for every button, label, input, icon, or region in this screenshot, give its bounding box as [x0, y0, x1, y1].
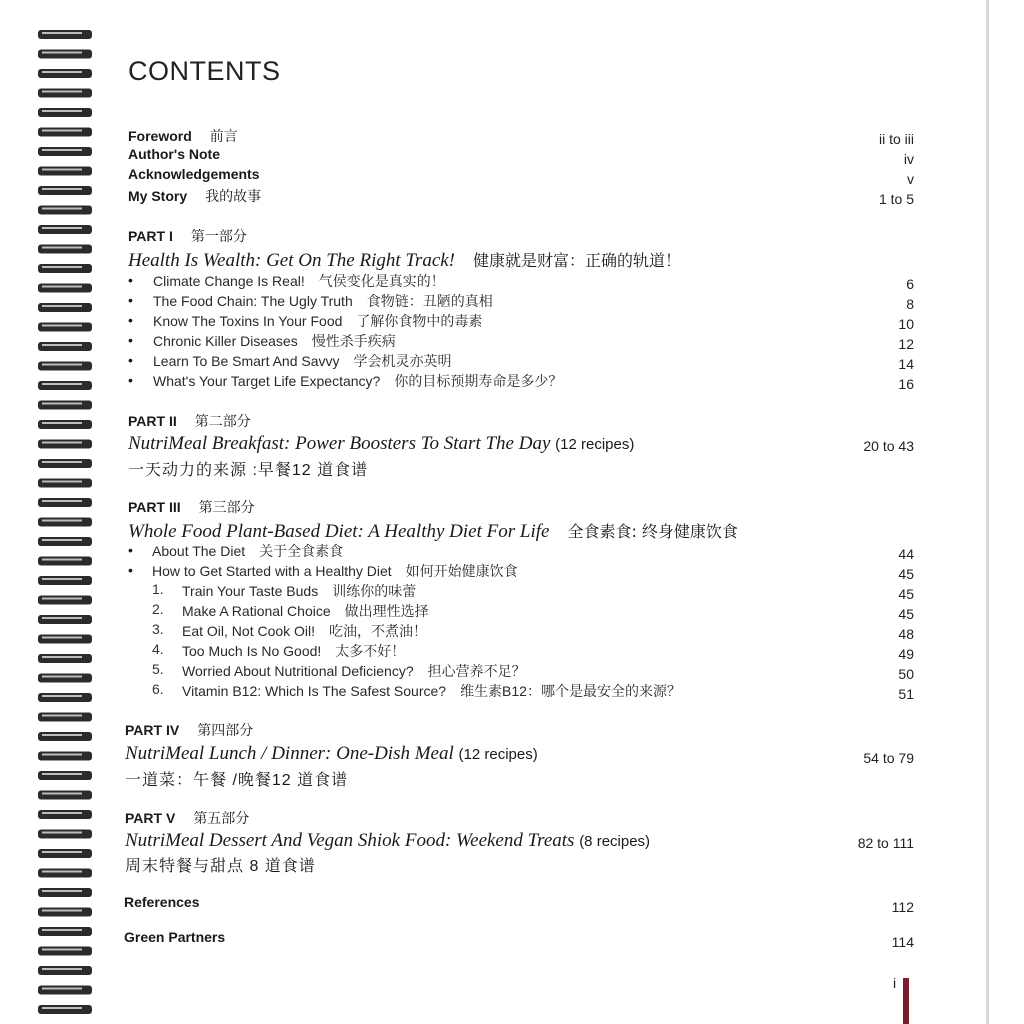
section-subtitle-cn: 一道菜：午餐 /晚餐12 道食谱	[125, 772, 349, 789]
spiral-coil	[38, 927, 92, 936]
spiral-coil-highlight	[42, 91, 82, 93]
section-title-en: NutriMeal Breakfast: Power Boosters To Start The Day	[128, 433, 551, 454]
item-en: Climate Change Is Real!	[153, 273, 305, 289]
spiral-coil	[38, 674, 92, 683]
entry-label: Acknowledgements	[128, 166, 260, 182]
spiral-coil-highlight	[42, 929, 82, 931]
entry-label: Foreword	[128, 128, 192, 144]
spiral-coil-highlight	[42, 773, 82, 775]
item-number: 1.	[152, 581, 164, 597]
spiral-coil-highlight	[42, 871, 82, 873]
spiral-coil-highlight	[42, 266, 82, 268]
spiral-coil	[38, 479, 92, 488]
page-ref: 16	[898, 376, 914, 392]
toc-item[interactable]	[153, 331, 396, 351]
spiral-coil	[38, 342, 92, 351]
spiral-coil	[38, 89, 92, 98]
spiral-coil	[38, 537, 92, 546]
spiral-coil	[38, 30, 92, 39]
item-cn: 如何开始健康饮食	[405, 563, 518, 579]
spiral-coil	[38, 713, 92, 722]
bookmark-ribbon	[903, 978, 909, 1024]
spiral-coil	[38, 596, 92, 605]
spiral-coil	[38, 947, 92, 956]
item-number: 6.	[152, 681, 164, 697]
toc-item[interactable]	[152, 541, 343, 561]
spiral-coil	[38, 128, 92, 137]
bullet: •	[128, 562, 133, 578]
spiral-coil	[38, 206, 92, 215]
page-ref: 51	[898, 686, 914, 702]
spiral-coil-highlight	[42, 208, 82, 210]
item-cn: 慢性杀手疾病	[311, 333, 396, 349]
page-ref: 82 to 111	[857, 835, 914, 851]
spiral-coil-highlight	[42, 520, 82, 522]
spiral-coil	[38, 186, 92, 195]
item-en: How to Get Started with a Healthy Diet	[152, 563, 392, 579]
page-ref: 6	[906, 276, 914, 292]
spiral-coil	[38, 1005, 92, 1014]
spiral-coil-highlight	[42, 461, 82, 463]
spiral-coil	[38, 225, 92, 234]
section-title-cn: 健康就是财富：正确的轨道！	[473, 251, 682, 270]
item-cn: 你的目标预期寿命是多少？	[394, 373, 563, 389]
item-cn: 维生素B12：哪个是最安全的来源？	[460, 683, 681, 699]
spiral-coil	[38, 888, 92, 897]
toc-entry-references[interactable]	[124, 894, 200, 910]
item-en: Chronic Killer Diseases	[153, 333, 298, 349]
page-ref: 54 to 79	[863, 750, 914, 766]
spiral-coil-highlight	[42, 734, 82, 736]
part-label: PART I	[128, 228, 173, 244]
entry-label-cn: 我的故事	[205, 188, 262, 204]
recipe-count: (12 recipes)	[458, 746, 538, 763]
item-cn: 做出理性选择	[344, 603, 429, 619]
bullet: •	[128, 312, 133, 328]
page-ref: 45	[898, 586, 914, 602]
spiral-coil-highlight	[42, 988, 82, 990]
item-cn: 食物链：丑陋的真相	[366, 293, 493, 309]
spiral-coil-highlight	[42, 169, 82, 171]
part-label-cn: 第一部分	[190, 228, 247, 244]
spiral-coil	[38, 791, 92, 800]
spiral-coil-highlight	[42, 344, 82, 346]
spiral-coil-highlight	[42, 676, 82, 678]
spiral-coil-highlight	[42, 32, 82, 34]
toc-subitem[interactable]	[182, 661, 526, 681]
spiral-coil	[38, 108, 92, 117]
spiral-coil	[38, 264, 92, 273]
section-title-en: Whole Food Plant-Based Diet: A Healthy Diet For Life	[128, 521, 550, 542]
spiral-coil-highlight	[42, 812, 82, 814]
item-number: 4.	[152, 641, 164, 657]
toc-item[interactable]	[153, 371, 562, 391]
spiral-coil-highlight	[42, 422, 82, 424]
page-ref: 10	[898, 316, 914, 332]
part-heading	[125, 720, 253, 740]
item-cn: 学会机灵亦英明	[353, 353, 452, 369]
toc-entry-acknowledgements[interactable]	[128, 166, 259, 182]
part-heading	[125, 808, 249, 828]
spiral-coil-highlight	[42, 403, 82, 405]
page-ref: 48	[898, 626, 914, 642]
toc-subitem[interactable]	[182, 621, 427, 641]
page-ref: ii to iii	[878, 131, 914, 147]
spiral-coil-highlight	[42, 539, 82, 541]
spiral-coil-highlight	[42, 598, 82, 600]
bullet: •	[128, 352, 133, 368]
item-cn: 了解你食物中的毒素	[356, 313, 483, 329]
item-cn: 关于全食素食	[259, 543, 344, 559]
spiral-coil	[38, 576, 92, 585]
entry-label: My Story	[128, 188, 188, 204]
page-ref: 45	[898, 566, 914, 582]
spiral-coil-highlight	[42, 71, 82, 73]
bullet: •	[128, 542, 133, 558]
toc-entry-foreword[interactable]	[128, 126, 238, 146]
spiral-coil-highlight	[42, 500, 82, 502]
section-title[interactable]	[125, 830, 650, 852]
part-label-cn: 第四部分	[197, 722, 254, 738]
bullet: •	[128, 332, 133, 348]
spiral-coil-highlight	[42, 754, 82, 756]
page-ref: 14	[898, 356, 914, 372]
entry-label: References	[124, 894, 200, 910]
part-heading	[128, 497, 255, 517]
page-edge	[986, 0, 989, 1024]
item-number: 5.	[152, 661, 164, 677]
spiral-coil	[38, 381, 92, 390]
page-ref: 45	[898, 606, 914, 622]
spiral-coil	[38, 50, 92, 59]
spiral-coil-highlight	[42, 968, 82, 970]
page-ref: iv	[903, 151, 914, 167]
page-ref: 1 to 5	[878, 191, 914, 207]
spiral-coil	[38, 635, 92, 644]
page-ref: 12	[898, 336, 914, 352]
section-title-en: Health Is Wealth: Get On The Right Track!	[128, 250, 456, 271]
bullet: •	[128, 372, 133, 388]
section-title-cn: 全食素食: 终身健康饮食	[567, 522, 738, 541]
spiral-coil-highlight	[42, 481, 82, 483]
item-en: Vitamin B12: Which Is The Safest Source?	[182, 683, 447, 699]
toc-item[interactable]	[152, 561, 518, 581]
bullet: •	[128, 272, 133, 288]
spiral-coil-highlight	[42, 286, 82, 288]
spiral-coil	[38, 518, 92, 527]
spiral-coil-highlight	[42, 149, 82, 151]
spiral-coil-highlight	[42, 1007, 82, 1009]
recipe-count: (8 recipes)	[579, 833, 651, 850]
page-ref: 114	[891, 934, 914, 950]
item-en: Know The Toxins In Your Food	[153, 313, 343, 329]
spiral-coil	[38, 615, 92, 624]
toc-subitem[interactable]	[182, 601, 429, 621]
spiral-coil-highlight	[42, 695, 82, 697]
spiral-binding	[36, 0, 96, 1024]
spiral-coil	[38, 654, 92, 663]
spiral-coil	[38, 693, 92, 702]
spiral-coil	[38, 849, 92, 858]
spiral-coil	[38, 498, 92, 507]
bullet: •	[128, 292, 133, 308]
toc-item[interactable]	[153, 311, 482, 331]
page-title: CONTENTS	[128, 56, 281, 86]
item-cn: 吃油，不煮油！	[329, 623, 428, 639]
spiral-coil-highlight	[42, 890, 82, 892]
spiral-coil	[38, 908, 92, 917]
spiral-coil	[38, 362, 92, 371]
item-en: Too Much Is No Good!	[182, 643, 322, 659]
item-en: Train Your Taste Buds	[182, 583, 319, 599]
spiral-coil-highlight	[42, 247, 82, 249]
spiral-coil-highlight	[42, 910, 82, 912]
spiral-coil	[38, 771, 92, 780]
spiral-coil	[38, 69, 92, 78]
item-en: Eat Oil, Not Cook Oil!	[182, 623, 316, 639]
spiral-coil	[38, 167, 92, 176]
item-cn: 太多不好！	[335, 643, 406, 659]
spiral-coil-highlight	[42, 305, 82, 307]
item-number: 2.	[152, 601, 164, 617]
spiral-coil-highlight	[42, 832, 82, 834]
spiral-coil	[38, 557, 92, 566]
spiral-coil	[38, 752, 92, 761]
spiral-coil	[38, 830, 92, 839]
page-ref: 112	[891, 899, 914, 915]
toc-entry-my-story[interactable]	[128, 186, 261, 206]
section-title-en: NutriMeal Lunch / Dinner: One-Dish Meal	[125, 743, 454, 764]
spiral-coil-highlight	[42, 559, 82, 561]
part-label-cn: 第五部分	[193, 810, 250, 826]
spiral-coil-highlight	[42, 227, 82, 229]
spiral-coil	[38, 323, 92, 332]
spiral-coil	[38, 245, 92, 254]
item-en: Worried About Nutritional Deficiency?	[182, 663, 414, 679]
spiral-coil	[38, 810, 92, 819]
page-number: i	[893, 975, 897, 991]
spiral-coil	[38, 986, 92, 995]
section-title[interactable]	[128, 519, 738, 543]
item-en: About The Diet	[152, 543, 246, 559]
item-en: The Food Chain: The Ugly Truth	[153, 293, 353, 309]
spiral-coil-highlight	[42, 949, 82, 951]
page-ref: 49	[898, 646, 914, 662]
page-ref: 20 to 43	[863, 438, 914, 454]
part-label: PART II	[128, 413, 177, 429]
toc-subitem[interactable]	[182, 581, 416, 601]
part-heading	[128, 226, 247, 246]
section-subtitle-cn: 一天动力的来源 :早餐12 道食谱	[128, 462, 369, 479]
page-ref: 50	[898, 666, 914, 682]
toc-item[interactable]	[153, 291, 493, 311]
item-cn: 气侯变化是真实的！	[318, 273, 445, 289]
spiral-coil	[38, 732, 92, 741]
entry-label: Green Partners	[124, 929, 226, 945]
item-en: Learn To Be Smart And Savvy	[153, 353, 340, 369]
section-title[interactable]	[128, 433, 634, 455]
spiral-coil-highlight	[42, 851, 82, 853]
page-background-left	[0, 0, 36, 1024]
spiral-coil-highlight	[42, 578, 82, 580]
item-cn: 训练你的味蕾	[332, 583, 417, 599]
spiral-coil	[38, 869, 92, 878]
spiral-coil	[38, 420, 92, 429]
spiral-coil-highlight	[42, 442, 82, 444]
part-heading	[128, 411, 251, 431]
spiral-coil-highlight	[42, 110, 82, 112]
toc-item[interactable]	[153, 351, 452, 371]
item-cn: 担心营养不足？	[427, 663, 526, 679]
page-ref: v	[907, 171, 914, 187]
item-en: What's Your Target Life Expectancy?	[153, 373, 381, 389]
item-number: 3.	[152, 621, 164, 637]
spiral-coil	[38, 303, 92, 312]
toc-entry-green-partners[interactable]	[124, 929, 225, 945]
spiral-coil-highlight	[42, 364, 82, 366]
spiral-coil-highlight	[42, 793, 82, 795]
spiral-coil-highlight	[42, 52, 82, 54]
spiral-coil-highlight	[42, 188, 82, 190]
section-title[interactable]	[128, 248, 681, 272]
spiral-coil	[38, 966, 92, 975]
spiral-coil-highlight	[42, 383, 82, 385]
spiral-coil-highlight	[42, 637, 82, 639]
part-label-cn: 第二部分	[194, 413, 251, 429]
spiral-coil-highlight	[42, 617, 82, 619]
section-subtitle-cn: 周末特餐与甜点 8 道食谱	[125, 858, 316, 875]
spiral-coil-highlight	[42, 656, 82, 658]
page-ref: 8	[906, 296, 914, 312]
spiral-coil	[38, 440, 92, 449]
entry-label-cn: 前言	[209, 128, 238, 144]
part-label-cn: 第三部分	[198, 499, 255, 515]
spiral-coil-highlight	[42, 715, 82, 717]
section-title[interactable]	[125, 743, 538, 765]
part-label: PART IV	[125, 722, 180, 738]
spiral-coil	[38, 284, 92, 293]
toc-item[interactable]	[153, 271, 445, 291]
toc-entry-authors-note[interactable]	[128, 146, 220, 162]
spiral-coil	[38, 401, 92, 410]
part-label: PART V	[125, 810, 176, 826]
toc-subitem[interactable]	[182, 641, 405, 661]
spiral-coil	[38, 147, 92, 156]
section-title-en: NutriMeal Dessert And Vegan Shiok Food: Weekend Treats	[125, 830, 575, 851]
spiral-coil-highlight	[42, 325, 82, 327]
spiral-coil	[38, 459, 92, 468]
page-ref: 44	[898, 546, 914, 562]
recipe-count: (12 recipes)	[555, 436, 635, 453]
entry-label: Author's Note	[128, 146, 220, 162]
item-en: Make A Rational Choice	[182, 603, 331, 619]
toc-subitem[interactable]	[182, 681, 681, 701]
part-label: PART III	[128, 499, 181, 515]
spiral-coil-highlight	[42, 130, 82, 132]
